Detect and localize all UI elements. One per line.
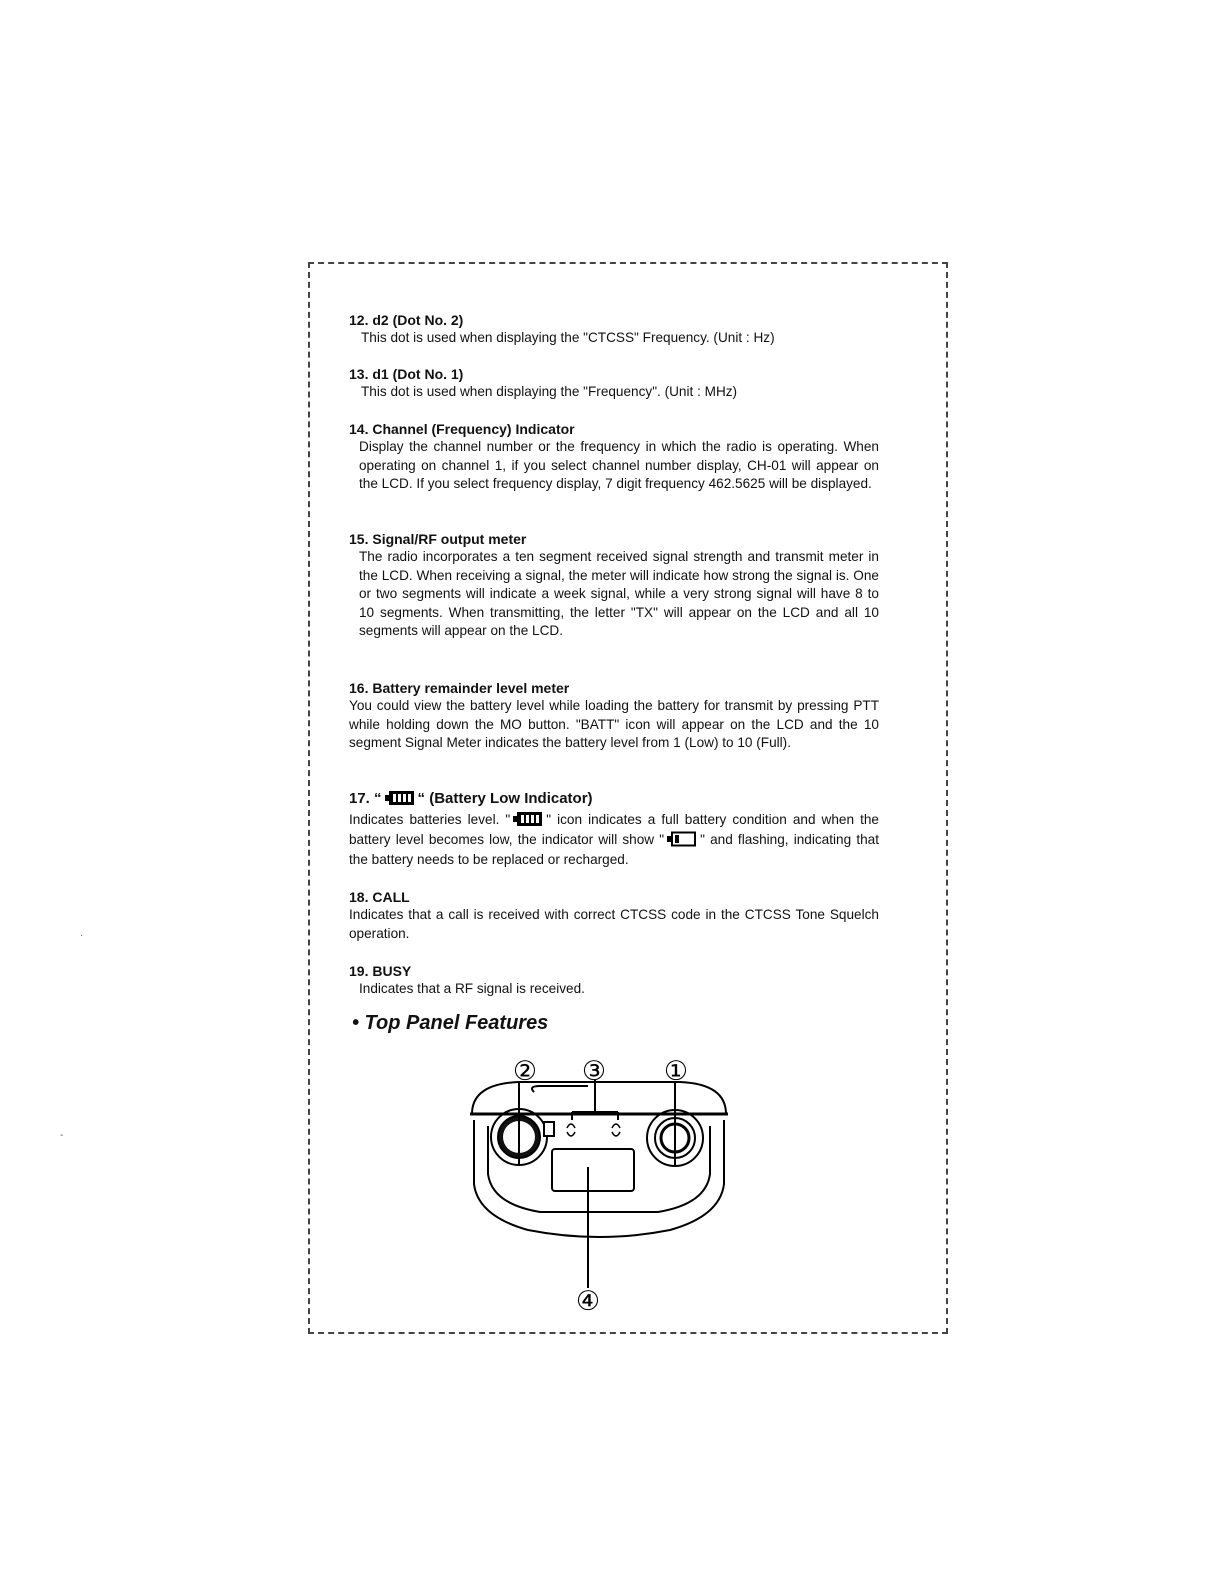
item-text: This dot is used when displaying the "CTCSS" Frequency. (Unit : Hz)	[361, 330, 775, 345]
text-part-a: Indicates batteries level. "	[349, 812, 511, 827]
antenna-base	[532, 1086, 588, 1092]
battery-full-icon	[385, 790, 415, 806]
section-title: • Top Panel Features	[352, 1012, 549, 1034]
item-heading: 19. BUSY	[349, 963, 412, 979]
battery-low-icon	[667, 831, 697, 847]
callout-3: ③	[581, 1056, 607, 1087]
callout-4: ④	[575, 1286, 601, 1317]
item-17	[349, 788, 879, 870]
item-13	[349, 365, 879, 402]
item-text: This dot is used when displaying the "Frequency". (Unit : MHz)	[361, 384, 738, 399]
item-15	[349, 530, 879, 641]
callout-2: ②	[512, 1056, 538, 1087]
battery-full-icon	[513, 811, 543, 827]
indicator-led-right	[612, 1124, 620, 1128]
indicator-led-left	[567, 1132, 575, 1136]
heading-suffix: “ (Battery Low Indicator)	[417, 790, 593, 807]
item-heading: 15. Signal/RF output meter	[349, 531, 527, 547]
item-heading: 12. d2 (Dot No. 2)	[349, 312, 464, 328]
item-12	[349, 311, 879, 348]
callout-1: ①	[663, 1056, 689, 1087]
item-heading: 14. Channel (Frequency) Indicator	[349, 421, 575, 437]
item-heading: 16. Battery remainder level meter	[349, 680, 570, 696]
text-part-c: " and flashing, indicating that the battery needs to be replaced or recharged.	[349, 832, 879, 867]
item-heading: 18. CALL	[349, 889, 410, 905]
item-text: Indicates that a RF signal is received.	[359, 981, 585, 996]
left-knob	[491, 1109, 554, 1165]
heading-prefix: 17. “	[349, 790, 382, 807]
item-14	[349, 420, 879, 494]
item-16	[349, 679, 879, 753]
item-text: You could view the battery level while loading the battery for transmit by pressing PTT while holding down the MO button. "BATT" icon will appear on the LCD and the 10 segment Signal Meter indicates the battery level from 1 (Low) to 10 (Full).	[349, 698, 879, 750]
indicator-led-right	[612, 1132, 620, 1136]
item-heading: 13. d1 (Dot No. 1)	[349, 366, 464, 382]
item-text: Display the channel number or the frequency in which the radio is operating. When operating on channel 1, if you select channel number display, CH-01 will appear on the LCD. If you select frequency display, 7 digit frequency 462.5625 will be displayed.	[359, 439, 879, 491]
indicator-led-left	[567, 1124, 575, 1128]
top-panel-diagram	[468, 1054, 730, 1324]
item-heading	[349, 788, 879, 810]
item-text	[349, 810, 879, 870]
item-19	[349, 962, 879, 999]
item-text: Indicates that a call is received with correct CTCSS code in the CTCSS Tone Squelch operation.	[349, 907, 879, 941]
item-18	[349, 888, 879, 943]
scan-speck: -	[60, 1130, 64, 1141]
center-panel	[552, 1149, 634, 1191]
item-text: The radio incorporates a ten segment received signal strength and transmit meter in the LCD. When receiving a signal, the meter will indicate how strong the signal is. One or two segments will indicate a week signal, while a very strong signal will have 8 to 10 segments. When transmitting, the letter "TX" will appear on the LCD and all 10 segments will appear on the LCD.	[359, 549, 879, 638]
scan-speck: ·	[80, 930, 84, 941]
text-part-b: " icon indicates a full battery condition and when the battery level becomes low, the indicator will show "	[349, 812, 879, 847]
